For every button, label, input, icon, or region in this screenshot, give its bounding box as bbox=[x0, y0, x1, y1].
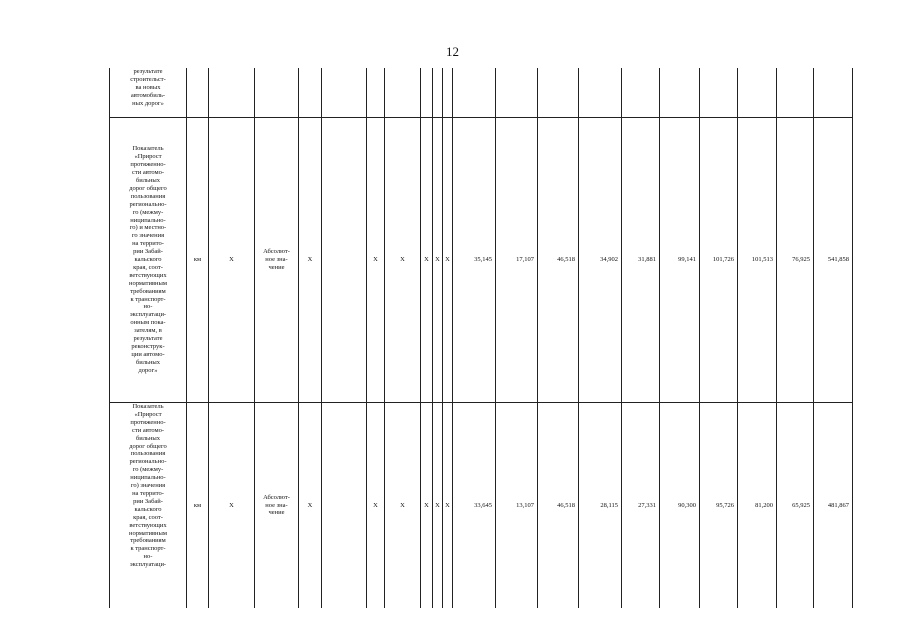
description-line: дорог» bbox=[138, 366, 158, 374]
description-line: дорог общего bbox=[129, 184, 167, 192]
value-cell: 17,107 bbox=[496, 118, 538, 403]
description-line: ниципально- bbox=[130, 216, 166, 224]
empty-cell bbox=[496, 68, 538, 118]
description-line: бильных bbox=[135, 434, 161, 442]
x-mark-cell: X bbox=[385, 118, 421, 403]
description-line: к транспорт- bbox=[130, 295, 166, 303]
description-line: го (межму- bbox=[132, 208, 164, 216]
method-cell bbox=[255, 403, 299, 609]
x-mark-cell: X bbox=[209, 118, 255, 403]
description-line: бильных bbox=[135, 176, 161, 184]
description-line: к транспорт- bbox=[130, 545, 166, 553]
description-line: сти автомо- bbox=[131, 169, 165, 177]
value-cell: 31,881 bbox=[622, 118, 660, 403]
unit-cell: км bbox=[187, 403, 209, 609]
description-line: протяженно- bbox=[130, 161, 166, 169]
empty-cell bbox=[367, 68, 385, 118]
empty-cell bbox=[814, 68, 853, 118]
unit-cell: км bbox=[187, 118, 209, 403]
empty-cell bbox=[255, 68, 299, 118]
empty-cell bbox=[443, 68, 453, 118]
description-line: края, соот- bbox=[133, 263, 163, 271]
description-line: сти автомо- bbox=[131, 426, 165, 434]
x-mark-cell: X bbox=[421, 403, 433, 609]
value-cell: 33,645 bbox=[453, 403, 496, 609]
description-line: нормативным bbox=[128, 529, 167, 537]
indicator-description-cell bbox=[110, 403, 187, 609]
table-row bbox=[110, 403, 853, 609]
empty-cell bbox=[322, 118, 367, 403]
continuation-line: автомобиль- bbox=[130, 91, 166, 99]
description-line: ветствующих bbox=[129, 521, 167, 529]
value-cell: 28,115 bbox=[579, 403, 622, 609]
empty-cell bbox=[453, 68, 496, 118]
empty-cell bbox=[299, 68, 322, 118]
description-line: на террито- bbox=[132, 489, 164, 497]
empty-cell bbox=[421, 68, 433, 118]
x-mark-cell: X bbox=[367, 118, 385, 403]
total-value-cell: 481,867 bbox=[814, 403, 853, 609]
empty-cell bbox=[209, 68, 255, 118]
description-line: дорог общего bbox=[129, 442, 167, 450]
continuation-line: ных дорог» bbox=[132, 99, 164, 107]
description-line: ции автомо- bbox=[131, 350, 165, 358]
description-line: го) значения bbox=[130, 482, 166, 490]
description-line: рии Забай- bbox=[133, 497, 163, 505]
empty-cell bbox=[660, 68, 700, 118]
description-line: нормативным bbox=[128, 279, 167, 287]
description-line: регионально- bbox=[129, 200, 167, 208]
method-line: чение bbox=[268, 263, 285, 271]
description-line: Показатель bbox=[132, 403, 164, 410]
method-line: Абсолют- bbox=[263, 493, 290, 501]
table-row-continuation bbox=[110, 68, 853, 118]
empty-cell bbox=[700, 68, 738, 118]
x-mark-cell: X bbox=[385, 403, 421, 609]
value-cell: 99,141 bbox=[660, 118, 700, 403]
empty-cell bbox=[385, 68, 421, 118]
empty-cell bbox=[322, 403, 367, 609]
value-cell: 65,925 bbox=[777, 403, 814, 609]
description-line: го (межму- bbox=[132, 466, 164, 474]
continuation-line: ва новых bbox=[135, 83, 161, 91]
description-line: рии Забай- bbox=[133, 248, 163, 256]
description-line: кальского bbox=[134, 505, 162, 513]
method-line: чение bbox=[268, 509, 285, 517]
description-line: ниципально- bbox=[130, 474, 166, 482]
value-cell: 90,300 bbox=[660, 403, 700, 609]
value-cell: 34,902 bbox=[579, 118, 622, 403]
description-line: го значения bbox=[131, 232, 165, 240]
empty-cell bbox=[433, 68, 443, 118]
description-line: требованиям bbox=[130, 537, 166, 545]
value-cell: 101,726 bbox=[700, 118, 738, 403]
value-cell: 13,107 bbox=[496, 403, 538, 609]
description-line: пользования bbox=[130, 450, 166, 458]
page-number: 12 bbox=[446, 44, 459, 59]
empty-cell bbox=[538, 68, 579, 118]
x-mark-cell: X bbox=[443, 118, 453, 403]
description-line: ветствующих bbox=[129, 271, 167, 279]
method-cell bbox=[255, 118, 299, 403]
method-line: ное зна- bbox=[265, 501, 288, 509]
value-cell: 81,200 bbox=[738, 403, 777, 609]
description-line: регионально- bbox=[129, 458, 167, 466]
x-mark-cell: X bbox=[433, 118, 443, 403]
method-line: Абсолют- bbox=[263, 248, 290, 256]
x-mark-cell: X bbox=[443, 403, 453, 609]
empty-cell bbox=[579, 68, 622, 118]
continuation-line: строительст- bbox=[130, 75, 166, 83]
value-cell: 35,145 bbox=[453, 118, 496, 403]
method-line: ное зна- bbox=[265, 256, 288, 264]
table-row bbox=[110, 118, 853, 403]
description-line: «Прирост bbox=[134, 153, 162, 161]
description-line: «Прирост bbox=[134, 410, 162, 418]
description-line: на террито- bbox=[132, 240, 164, 248]
value-cell: 27,331 bbox=[622, 403, 660, 609]
description-line: го) и местно- bbox=[129, 224, 167, 232]
description-line: но- bbox=[143, 553, 153, 561]
x-mark-cell: X bbox=[299, 403, 322, 609]
value-cell: 76,925 bbox=[777, 118, 814, 403]
value-cell: 46,518 bbox=[538, 118, 579, 403]
continuation-description-cell bbox=[110, 68, 187, 118]
description-line: зателям, в bbox=[134, 327, 162, 335]
description-line: края, соот- bbox=[133, 513, 163, 521]
empty-cell bbox=[322, 68, 367, 118]
description-line: протяженно- bbox=[130, 418, 166, 426]
description-line: онным пока- bbox=[130, 319, 166, 327]
description-line: кальского bbox=[134, 256, 162, 264]
continuation-line: результате bbox=[133, 68, 163, 75]
data-table bbox=[109, 68, 853, 608]
x-mark-cell: X bbox=[299, 118, 322, 403]
x-mark-cell: X bbox=[367, 403, 385, 609]
description-line: эксплуатаци- bbox=[129, 561, 167, 569]
indicator-description-cell bbox=[110, 118, 187, 403]
value-cell: 46,518 bbox=[538, 403, 579, 609]
empty-cell bbox=[187, 68, 209, 118]
description-line: Показатель bbox=[132, 145, 164, 153]
value-cell: 95,726 bbox=[700, 403, 738, 609]
description-line: пользования bbox=[130, 192, 166, 200]
value-cell: 101,513 bbox=[738, 118, 777, 403]
total-value-cell: 541,858 bbox=[814, 118, 853, 403]
description-line: требованиям bbox=[130, 287, 166, 295]
description-line: результате bbox=[133, 335, 163, 343]
description-line: реконструк- bbox=[131, 343, 165, 351]
x-mark-cell: X bbox=[209, 403, 255, 609]
description-line: но- bbox=[143, 303, 153, 311]
description-line: эксплуатаци- bbox=[129, 311, 167, 319]
x-mark-cell: X bbox=[433, 403, 443, 609]
description-line: бильных bbox=[135, 358, 161, 366]
x-mark-cell: X bbox=[421, 118, 433, 403]
empty-cell bbox=[622, 68, 660, 118]
empty-cell bbox=[738, 68, 777, 118]
empty-cell bbox=[777, 68, 814, 118]
